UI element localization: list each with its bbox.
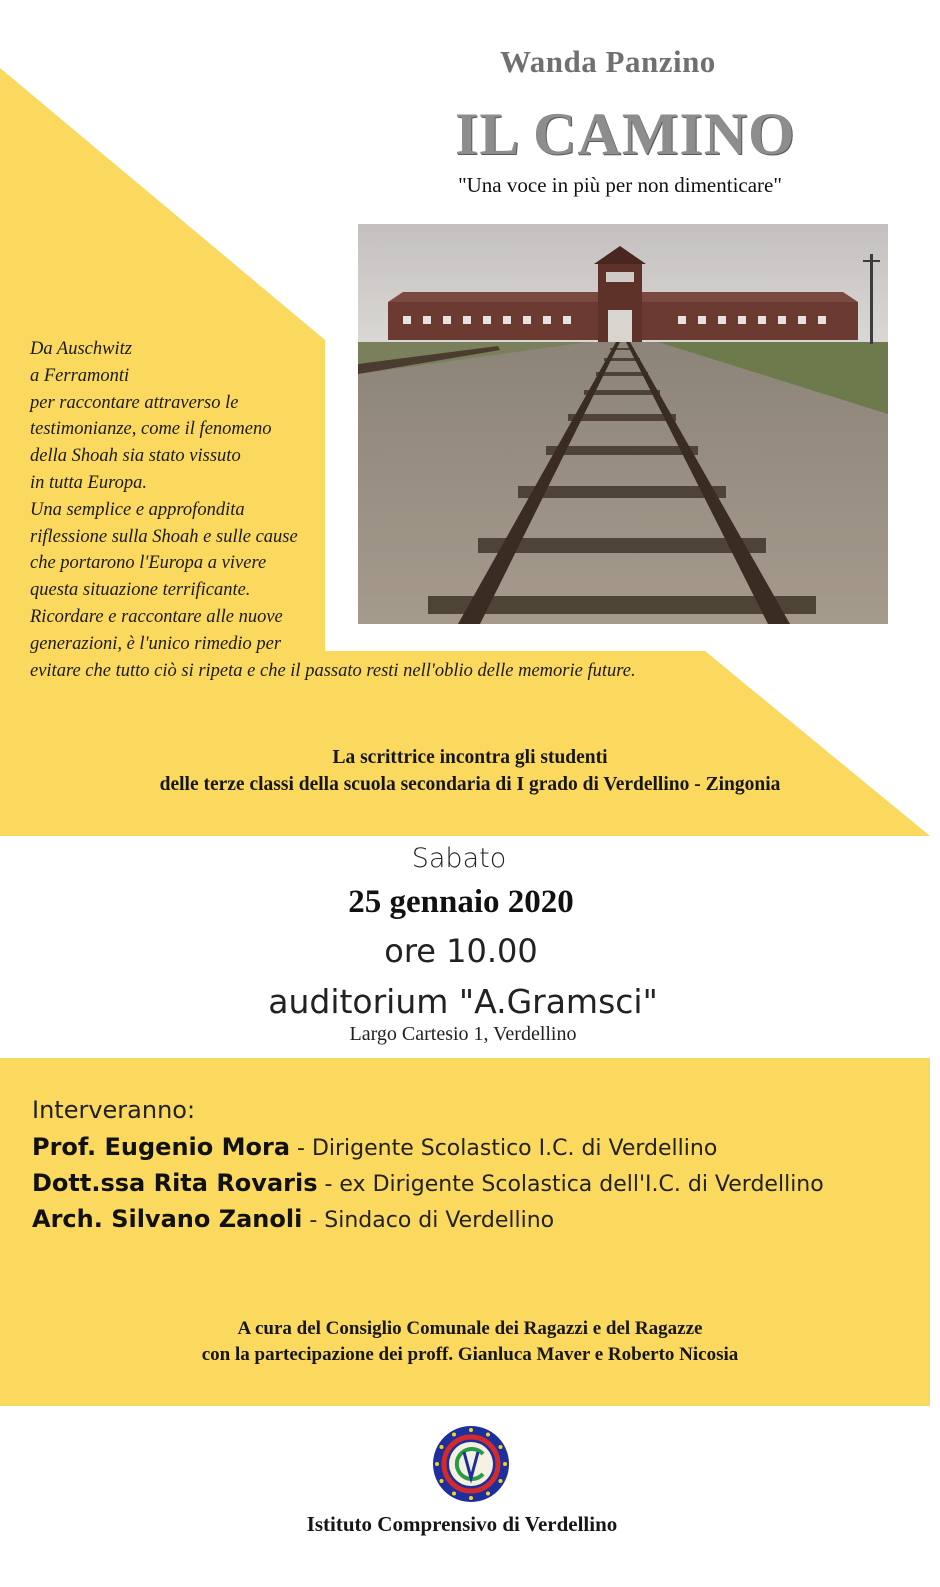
speaker-name: Dott.ssa Rita Rovaris [32,1169,318,1197]
meeting-line-2: delle terze classi della scuola secondaria di I grado di Verdellino - Zingonia [159,774,781,795]
school-logo-icon [431,1424,511,1504]
intro-line: Una semplice e approfondita [30,499,245,520]
intro-line: Da Auschwitz [30,339,132,359]
credits-line-1: A cura del Consiglio Comunale dei Ragazzi e del Ragazze [237,1318,703,1339]
speakers-heading: Interveranno: [32,1096,196,1124]
event-address: Largo Cartesio 1, Verdellino [349,1023,577,1045]
speaker-name: Arch. Silvano Zanoli [32,1205,303,1233]
intro-line: che portarono l'Europa a vivere [30,553,267,574]
credits [0,1316,940,1368]
speaker-row [32,1166,912,1202]
intro-line: per raccontare attraverso le [30,392,239,413]
speaker-row [32,1202,912,1238]
speakers-section [32,1096,912,1238]
intro-line: a Ferramonti [30,365,130,386]
intro-text [30,336,730,684]
speaker-role: - Sindaco di Verdellino [302,1208,555,1233]
intro-line: riflessione sulla Shoah e sulle cause [30,526,298,547]
event-day: Sabato [411,843,507,874]
credits-line-2: con la partecipazione dei proff. Gianluca Maver e Roberto Nicosia [201,1344,739,1365]
intro-line: in tutta Europa. [30,472,147,493]
intro-line: testimonianze, come il fenomeno [30,419,272,440]
speaker-role: - Dirigente Scolastico I.C. di Verdellino [290,1136,718,1161]
intro-line: evitare che tutto ciò si ripeta e che il passato resti nell'oblio delle memorie future. [30,660,636,681]
intro-line: della Shoah sia stato vissuto [30,446,241,467]
book-title: IL CAMINO [455,101,796,167]
meeting-line-1: La scrittrice incontra gli studenti [332,747,608,768]
event-venue: auditorium "A.Gramsci" [268,982,658,1021]
meeting-info [0,744,940,798]
intro-line: Ricordare e raccontare alle nuove [30,606,283,627]
event-date: 25 gennaio 2020 [348,884,574,920]
speaker-role: - ex Dirigente Scolastica dell'I.C. di Verdellino [317,1172,824,1197]
speaker-row [32,1130,912,1166]
book-subtitle: "Una voce in più per non dimenticare" [458,173,782,197]
school-name: Istituto Comprensivo di Verdellino [306,1512,618,1536]
intro-line: questa situazione terrificante. [30,580,251,601]
event-time: ore 10.00 [384,932,538,970]
intro-line: generazioni, è l'unico rimedio per [30,633,282,654]
author-name: Wanda Panzino [500,44,716,79]
speaker-name: Prof. Eugenio Mora [32,1133,291,1161]
